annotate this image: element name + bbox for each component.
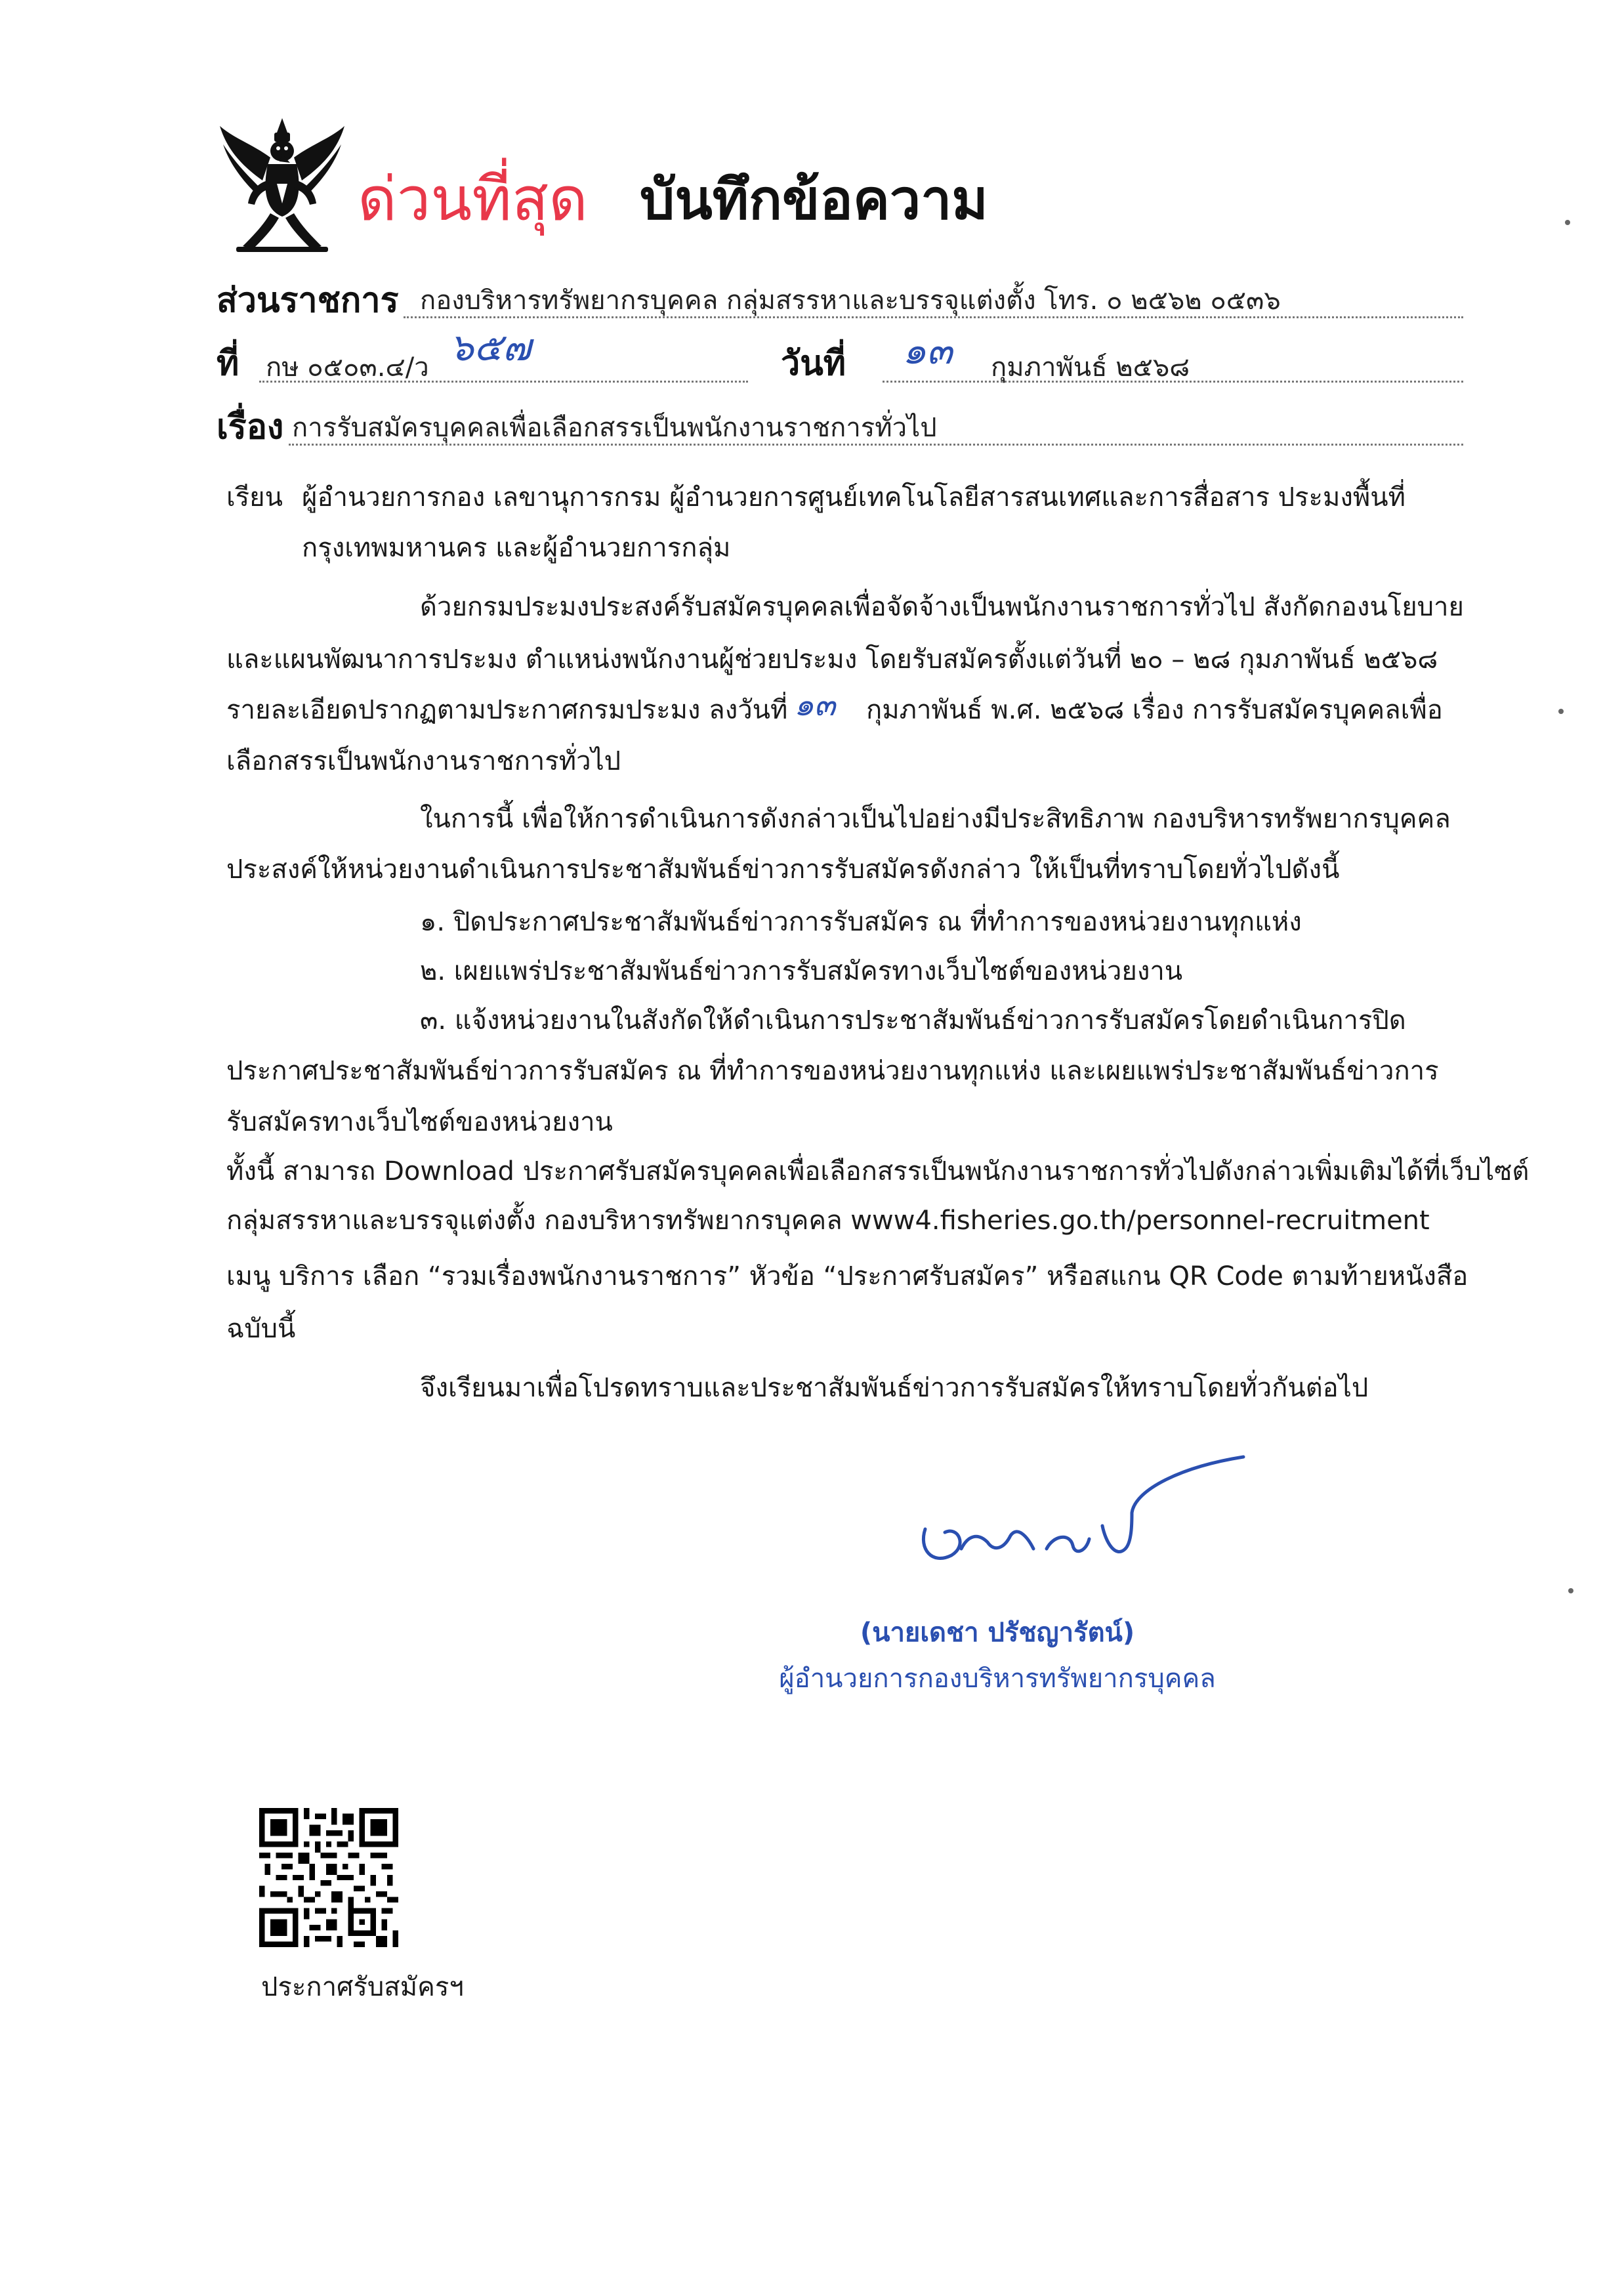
para2-line-1: ในการนี้ เพื่อให้การดำเนินการดังกล่าวเป็นไปอย่างมีประสิทธิภาพ กองบริหารทรัพยากรบุคคล bbox=[420, 804, 1451, 834]
para2-item-3-line-3: รับสมัครทางเว็บไซต์ของหน่วยงาน bbox=[226, 1107, 613, 1137]
salutation-line-1: ผู้อำนวยการกอง เลขานุการกรม ผู้อำนวยการศูนย์เทคโนโลยีสารสนเทศและการสื่อสาร ประมงพื้นที่ bbox=[302, 482, 1405, 513]
para1-line-4: เลือกสรรเป็นพนักงานราชการทั่วไป bbox=[226, 746, 621, 776]
para3-line-3: เมนู บริการ เลือก “รวมเรื่องพนักงานราชการ” หัวข้อ “ประกาศรับสมัคร” หรือสแกน QR Code ตามท้ายหนังสือ bbox=[226, 1261, 1468, 1292]
para1-line-2: และแผนพัฒนาการประมง ตำแหน่งพนักงานผู้ช่วยประมง โดยรับสมัครตั้งแต่วันที่ ๒๐ – ๒๘ กุมภาพันธ์ ๒๕๖๘ bbox=[226, 644, 1438, 675]
signatory-position: ผู้อำนวยการกองบริหารทรัพยากรบุคคล bbox=[779, 1664, 1216, 1694]
agency-value: กองบริหารทรัพยากรบุคคล กลุ่มสรรหาและบรรจุแต่งตั้ง โทร. ๐ ๒๕๖๒ ๐๕๓๖ bbox=[420, 285, 1281, 316]
date-month-year: กุมภาพันธ์ ๒๕๖๘ bbox=[991, 352, 1190, 383]
para1-date-handwritten: ๑๓ bbox=[794, 686, 836, 723]
subject-value: การรับสมัครบุคคลเพื่อเลือกสรรเป็นพนักงานราชการทั่วไป bbox=[292, 413, 937, 443]
garuda-emblem-icon bbox=[217, 118, 348, 256]
scan-speck bbox=[1565, 220, 1570, 225]
ref-number-handwritten: ๖๕๗ bbox=[449, 325, 531, 369]
subject-label: เรื่อง bbox=[217, 408, 284, 447]
para1-line-3a: รายละเอียดปรากฏตามประกาศกรมประมง ลงวันที่ bbox=[226, 695, 788, 725]
memo-title: บันทึกข้อความ bbox=[640, 167, 988, 232]
agency-label: ส่วนราชการ bbox=[217, 281, 399, 320]
ref-prefix: กษ ๐๕๐๓.๔/ว bbox=[266, 352, 429, 383]
para2-item-1: ๑. ปิดประกาศประชาสัมพันธ์ข่าวการรับสมัคร ณ ที่ทำการของหน่วยงานทุกแห่ง bbox=[420, 907, 1302, 937]
agency-dotline bbox=[404, 316, 1463, 318]
para3-line-2: กลุ่มสรรหาและบรรจุแต่งตั้ง กองบริหารทรัพยากรบุคคล www4.fisheries.go.th/personnel-recruitment bbox=[226, 1206, 1430, 1236]
ref-label: ที่ bbox=[217, 344, 239, 383]
para2-line-2: ประสงค์ให้หน่วยงานดำเนินการประชาสัมพันธ์ข่าวการรับสมัครดังกล่าว ให้เป็นที่ทราบโดยทั่วไปดังนี้ bbox=[226, 854, 1340, 885]
date-day-handwritten: ๑๓ bbox=[902, 328, 953, 373]
date-dotline bbox=[883, 381, 1463, 383]
subject-dotline bbox=[289, 444, 1463, 446]
qr-code[interactable] bbox=[259, 1808, 398, 1947]
scan-speck bbox=[1568, 1588, 1573, 1593]
salutation-label: เรียน bbox=[226, 482, 283, 513]
qr-caption: ประกาศรับสมัครฯ bbox=[261, 1972, 464, 2002]
salutation-line-2: กรุงเทพมหานคร และผู้อำนวยการกลุ่ม bbox=[302, 533, 731, 563]
para2-item-2: ๒. เผยแพร่ประชาสัมพันธ์ข่าวการรับสมัครทางเว็บไซต์ของหน่วยงาน bbox=[420, 956, 1183, 986]
urgent-stamp: ด่วนที่สุด bbox=[358, 164, 588, 234]
para2-item-3-line-1: ๓. แจ้งหน่วยงานในสังกัดให้ดำเนินการประชาสัมพันธ์ข่าวการรับสมัครโดยดำเนินการปิด bbox=[420, 1005, 1406, 1036]
para3-line-4: ฉบับนี้ bbox=[226, 1314, 296, 1344]
ref-dotline bbox=[259, 381, 748, 383]
para1-line-1: ด้วยกรมประมงประสงค์รับสมัครบุคคลเพื่อจัดจ้างเป็นพนักงานราชการทั่วไป สังกัดกองนโยบาย bbox=[420, 592, 1464, 622]
date-label: วันที่ bbox=[781, 344, 846, 383]
signatory-name: (นายเดชา ปรัชญารัตน์) bbox=[860, 1618, 1135, 1648]
handwritten-signature bbox=[906, 1450, 1247, 1582]
para1-line-3b: กุมภาพันธ์ พ.ศ. ๒๕๖๘ เรื่อง การรับสมัครบุคคลเพื่อ bbox=[866, 695, 1443, 725]
scan-speck bbox=[1558, 709, 1564, 714]
para2-item-3-line-2: ประกาศประชาสัมพันธ์ข่าวการรับสมัคร ณ ที่ทำการของหน่วยงานทุกแห่ง และเผยแพร่ประชาสัมพันธ์ข่าวการ bbox=[226, 1056, 1439, 1086]
closing-line: จึงเรียนมาเพื่อโปรดทราบและประชาสัมพันธ์ข่าวการรับสมัครให้ทราบโดยทั่วกันต่อไป bbox=[420, 1373, 1369, 1403]
para3-line-1: ทั้งนี้ สามารถ Download ประกาศรับสมัครบุคคลเพื่อเลือกสรรเป็นพนักงานราชการทั่วไปดังกล่าวเพิ่มเติมได้ที่เว็บไซต์ bbox=[226, 1156, 1530, 1187]
